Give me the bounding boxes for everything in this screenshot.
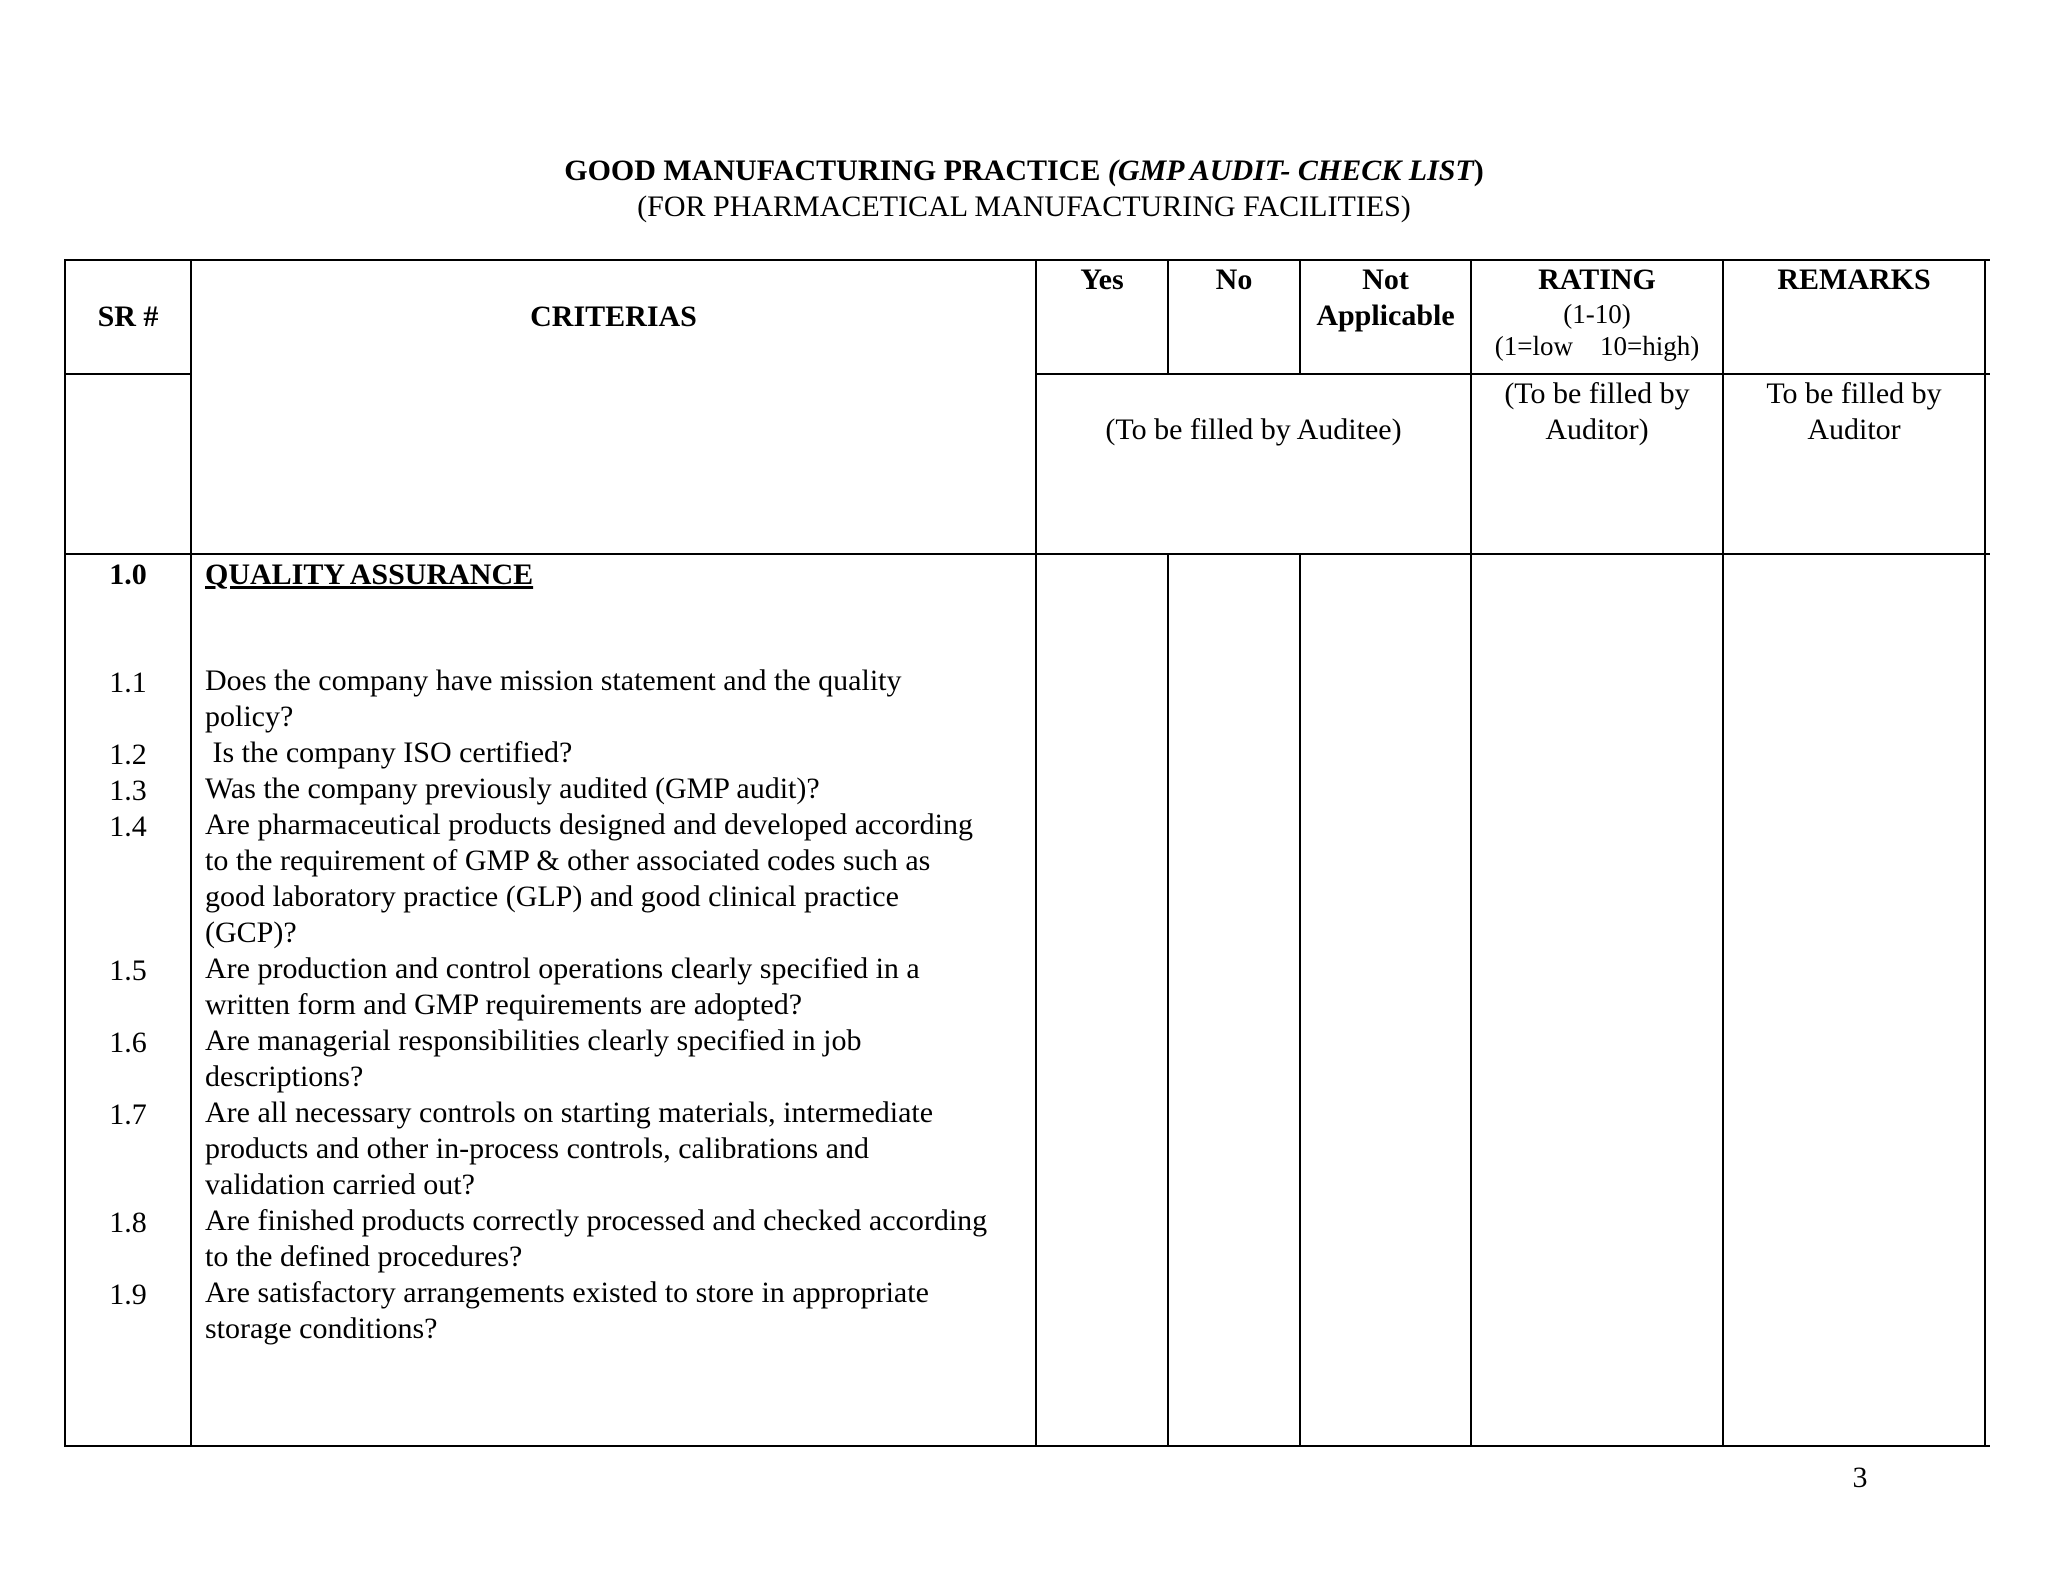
header-yes: Yes xyxy=(1080,263,1124,296)
item-number: 1.6 xyxy=(109,1026,147,1059)
section-title: QUALITY ASSURANCE xyxy=(205,558,534,591)
col-divider-no-body xyxy=(1299,553,1301,1447)
criteria-line: storage conditions? xyxy=(205,1312,438,1345)
item-number: 1.4 xyxy=(109,810,147,843)
criteria-line: products and other in-process controls, calibrations and xyxy=(205,1132,869,1165)
header-rating-scale xyxy=(1472,330,1722,363)
rating-scale-high: 10=high) xyxy=(1599,331,1700,361)
criteria-line: Are managerial responsibilities clearly specified in job xyxy=(205,1024,862,1057)
remarks-note-line2: Auditor xyxy=(1807,413,1901,446)
criteria-line: Are satisfactory arrangements existed to store in appropriate xyxy=(205,1276,929,1309)
rating-scale-low: (1=low xyxy=(1494,331,1573,361)
remarks-note-line1: To be filled by xyxy=(1766,377,1942,410)
header-no: No xyxy=(1215,263,1253,296)
criteria-line: Was the company previously audited (GMP audit)? xyxy=(205,772,820,805)
header-remarks: REMARKS xyxy=(1777,263,1931,296)
title-paren-close: ) xyxy=(1473,154,1484,187)
document-subtitle: (FOR PHARMACETICAL MANUFACTURING FACILITIES) xyxy=(637,190,1411,223)
section-number: 1.0 xyxy=(109,558,147,591)
item-number: 1.3 xyxy=(109,774,147,807)
item-number: 1.5 xyxy=(109,954,147,987)
criteria-line: Does the company have mission statement and the quality xyxy=(205,664,902,697)
item-number: 1.2 xyxy=(109,738,147,771)
item-number: 1.9 xyxy=(109,1278,147,1311)
criteria-line: policy? xyxy=(205,700,294,733)
col-divider-sr xyxy=(190,259,192,1447)
header-sr: SR # xyxy=(97,300,159,333)
header-criterias: CRITERIAS xyxy=(530,300,697,333)
item-number: 1.1 xyxy=(109,666,147,699)
criteria-line: Is the company ISO certified? xyxy=(205,736,573,769)
title-italic-part: GMP AUDIT- CHECK LIST xyxy=(1117,154,1474,187)
criteria-line: descriptions? xyxy=(205,1060,364,1093)
table-left-border xyxy=(64,259,66,1447)
criteria-line: validation carried out? xyxy=(205,1168,475,1201)
header-not-applicable-line1: Not xyxy=(1362,263,1409,296)
criteria-line: (GCP)? xyxy=(205,916,297,949)
header-divider-left xyxy=(64,373,192,375)
table-bottom-border xyxy=(64,1445,1990,1447)
table-top-border xyxy=(64,259,1990,261)
header-rating-range: (1-10) xyxy=(1563,299,1631,329)
criteria-line: Are finished products correctly processed and checked according xyxy=(205,1204,988,1237)
header-rating: RATING xyxy=(1538,263,1656,296)
criteria-line: written form and GMP requirements are adopted? xyxy=(205,988,803,1021)
header-not-applicable-line2: Applicable xyxy=(1316,299,1455,332)
criteria-line: good laboratory practice (GLP) and good clinical practice xyxy=(205,880,899,913)
rating-note-line2: Auditor) xyxy=(1545,413,1649,446)
criteria-line: Are pharmaceutical products designed and developed according xyxy=(205,808,974,841)
header-divider-right xyxy=(1035,373,1990,375)
criteria-line: to the defined procedures? xyxy=(205,1240,523,1273)
auditee-note: (To be filled by Auditee) xyxy=(1105,413,1402,446)
document-title xyxy=(0,153,2048,189)
title-main-prefix: GOOD MANUFACTURING PRACTICE xyxy=(564,154,1108,187)
page-number: 3 xyxy=(1852,1461,1868,1494)
criteria-line: Are production and control operations clearly specified in a xyxy=(205,952,920,985)
item-number: 1.8 xyxy=(109,1206,147,1239)
header-bottom-border xyxy=(64,553,1990,555)
title-paren-open: ( xyxy=(1107,154,1118,187)
table-right-border xyxy=(1984,259,1986,1447)
rating-note-line1: (To be filled by xyxy=(1504,377,1690,410)
criteria-line: to the requirement of GMP & other associated codes such as xyxy=(205,844,931,877)
item-number: 1.7 xyxy=(109,1098,147,1131)
col-divider-yes-body xyxy=(1167,553,1169,1447)
criteria-line: Are all necessary controls on starting materials, intermediate xyxy=(205,1096,934,1129)
